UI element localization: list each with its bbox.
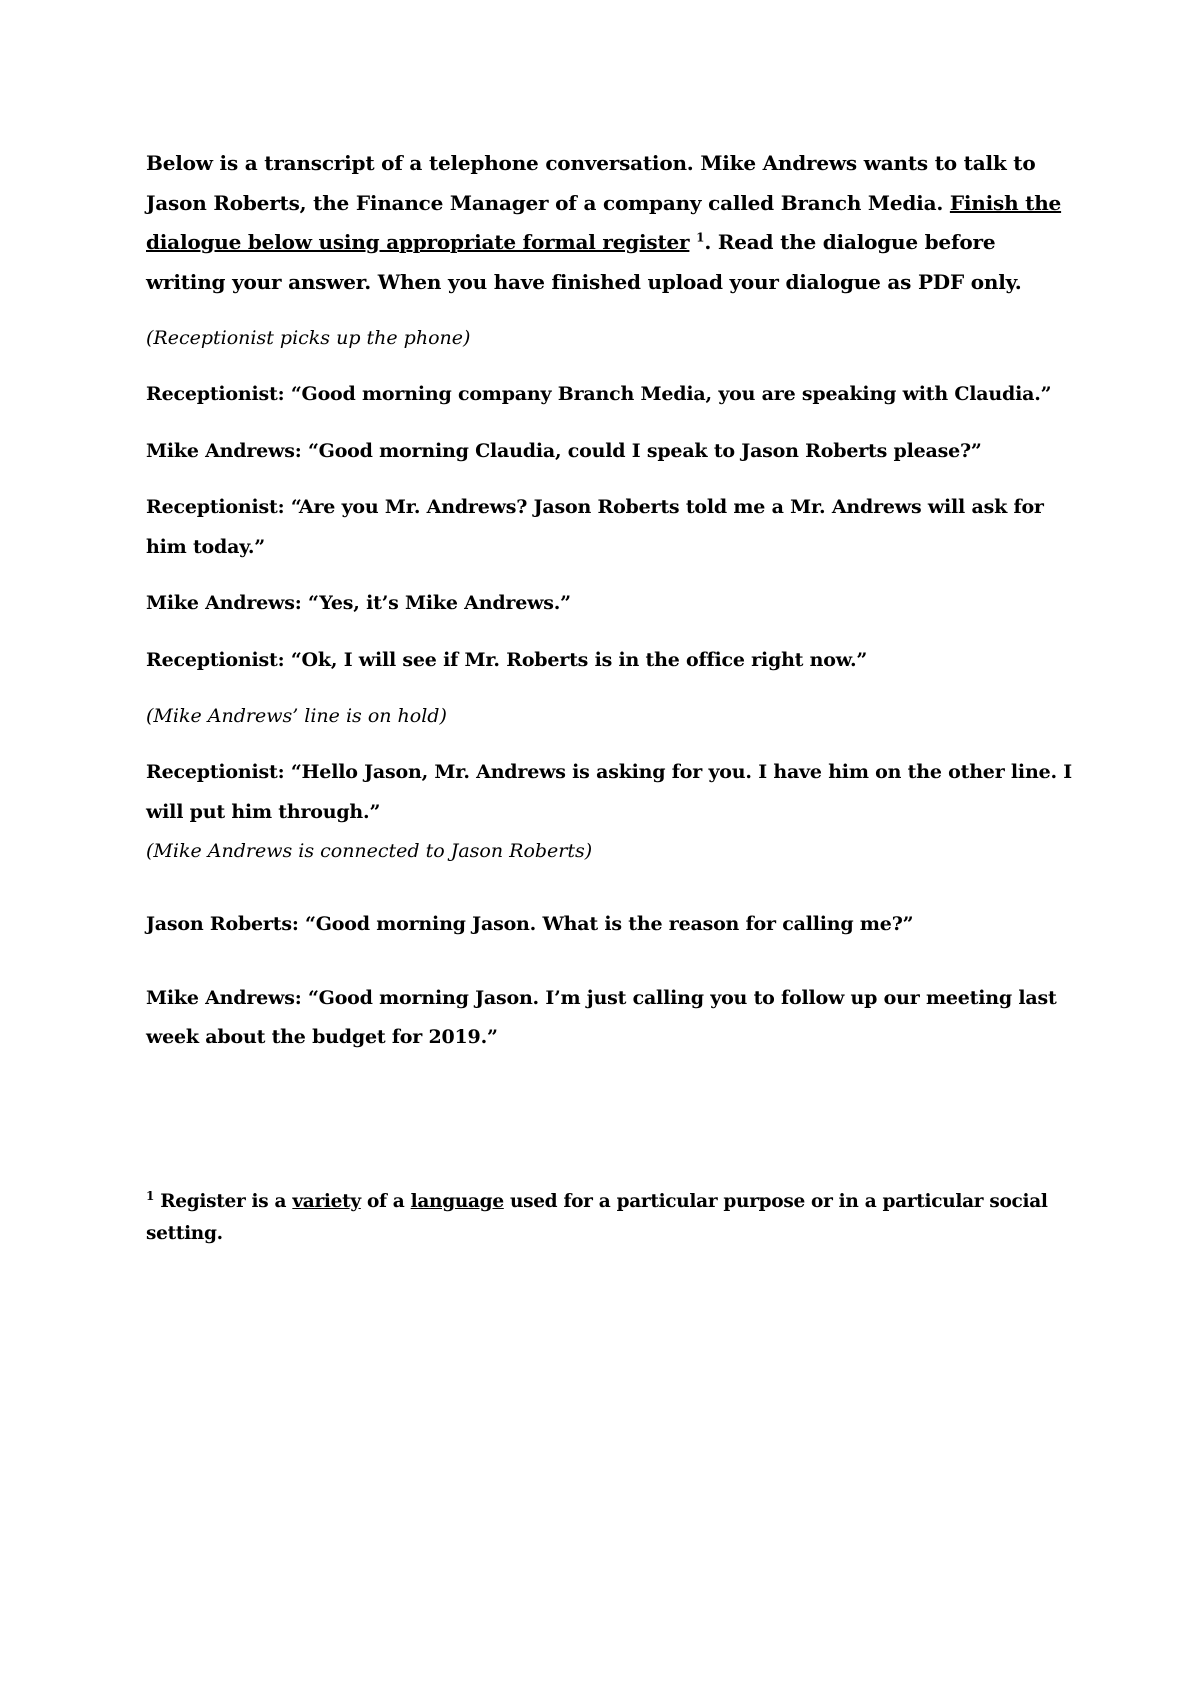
stage-direction-3: (Mike Andrews is connected to Jason Roberts) [146,840,593,862]
footnote-text-3: used for a particular purpose or in a particular social setting. [146,1191,1048,1244]
footnote-text-2: of a [360,1191,411,1212]
instructions-paragraph [146,144,1076,302]
document-page [146,144,1076,1075]
footnote-number: 1 [146,1188,155,1203]
dialogue-line-2: Mike Andrews: “Good morning Claudia, could I speak to Jason Roberts please?” [146,439,982,462]
dialogue-line-7: Jason Roberts: “Good morning Jason. What is the reason for calling me?” [146,913,914,935]
dialogue-line-8: Mike Andrews: “Good morning Jason. I’m just calling you to follow up our meeting last week about the budget for 2019.” [146,986,1057,1048]
dialogue-line-3: Receptionist: “Are you Mr. Andrews? Jason Roberts told me a Mr. Andrews will ask for him today.” [146,496,1044,558]
dialogue-line-5: Receptionist: “Ok, I will see if Mr. Roberts is in the office right now.” [146,648,868,671]
stage-direction-1: (Receptionist picks up the phone) [146,327,471,349]
dialogue-line-6: Receptionist: “Hello Jason, Mr. Andrews is asking for you. I have him on the other line. I will put him through.” [146,761,1072,823]
instructions-text-continued: . Read the dialogue before writing your answer. When you have finished upload your dialogue as PDF only. [146,230,1022,294]
instructions-underlined-text: Finish the dialogue below using appropriate formal register [146,190,1062,254]
footnote-link-variety[interactable]: variety [292,1191,361,1212]
footnote-text: Register is a [154,1191,293,1212]
dialogue-line-4: Mike Andrews: “Yes, it’s Mike Andrews.” [146,592,571,614]
footnote-reference[interactable]: 1 [696,230,705,245]
dialogue-line-1: Receptionist: “Good morning company Branch Media, you are speaking with Claudia.” [146,383,1052,405]
stage-direction-2: (Mike Andrews’ line is on hold) [146,705,447,727]
footnote-link-language[interactable]: language [410,1191,504,1212]
instructions-text: Below is a transcript of a telephone conversation. Mike Andrews wants to talk to Jason Roberts, the Finance Manager of a company called Branch Media. [146,151,1036,215]
footnote [146,1186,1076,1250]
